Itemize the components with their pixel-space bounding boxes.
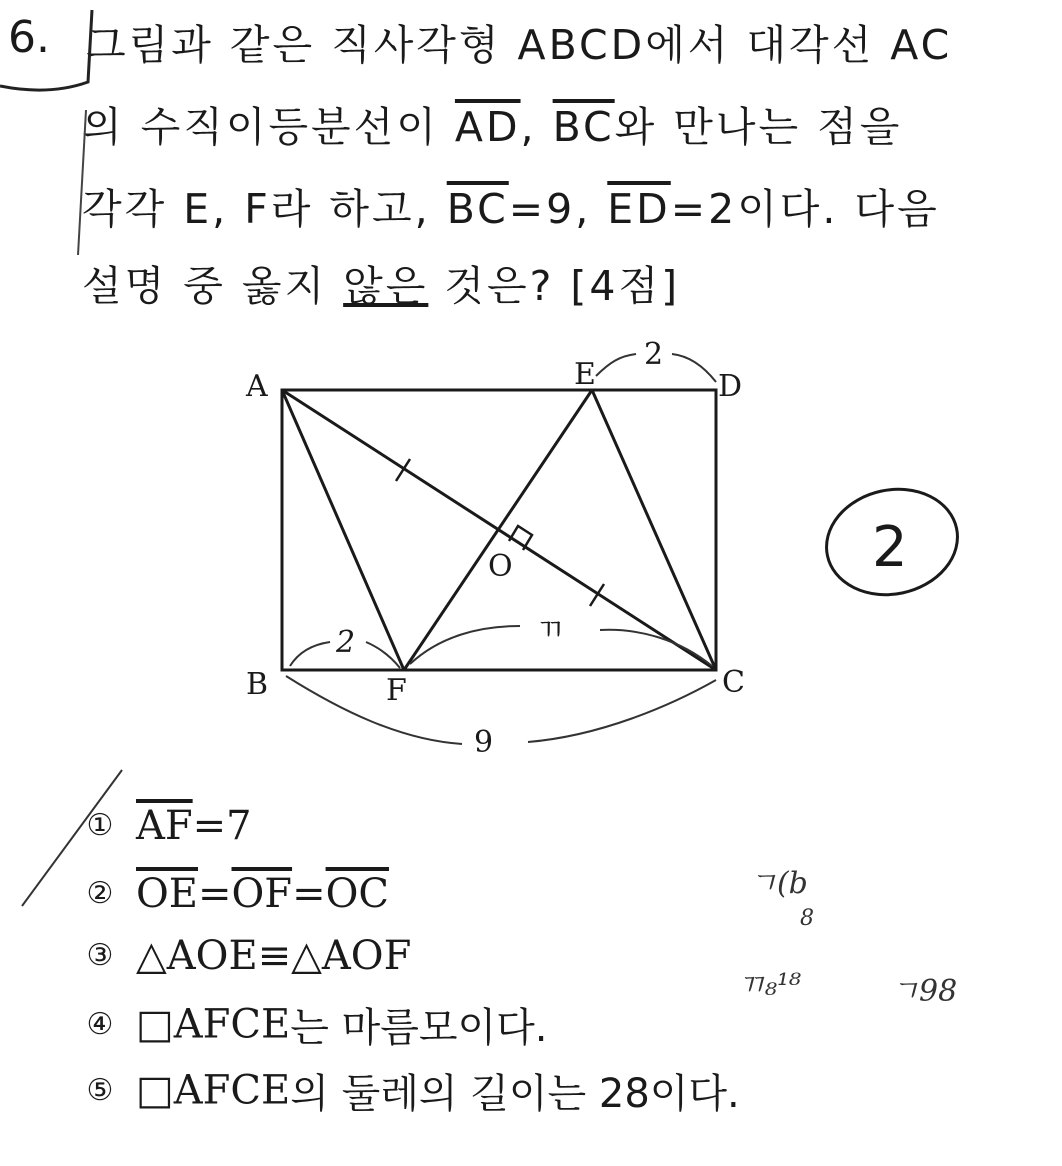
segment-ed: $\overline{ED}$ <box>607 185 671 233</box>
handwritten-note: 8 <box>800 906 814 931</box>
choice-text: = <box>198 871 232 917</box>
segment-bc: $\overline{BC}$ <box>446 185 509 233</box>
text-segment: 의 수직이등분선이 <box>82 103 455 151</box>
point-label-f: F <box>386 673 407 708</box>
length-label-ed: 2 <box>644 337 664 372</box>
choice-text: =7 <box>192 803 252 849</box>
point-label-d: D <box>718 369 743 404</box>
underlined-word: 않은 <box>343 262 429 310</box>
length-label-fc: ㄲ <box>536 613 565 648</box>
choice-4[interactable] <box>78 996 548 1053</box>
answer-mark: 2 <box>872 515 908 580</box>
arc-bc <box>286 676 716 744</box>
point-label-a: A <box>246 369 268 404</box>
choice-number: ① <box>86 808 114 843</box>
choice-number: ② <box>86 876 114 911</box>
text-segment: 것은? [4점] <box>428 262 681 310</box>
choice-number: ③ <box>86 938 114 973</box>
choice-text: = <box>292 871 326 917</box>
choice-text: $\overline{OE}$ <box>136 871 198 917</box>
choice-text: □AFCE <box>136 1001 291 1048</box>
point-label-o: O <box>488 549 513 584</box>
choice-5[interactable] <box>78 1062 740 1119</box>
choice-text: △AOE≡△AOF <box>136 933 412 979</box>
choice-text: 는 마름모이다. <box>290 1005 548 1051</box>
segment-ad: $\overline{AD}$ <box>454 103 521 151</box>
text-segment: , <box>520 103 553 151</box>
handwritten-note: ㄱ(b <box>748 866 808 901</box>
length-label-bf: 2 <box>336 625 356 660</box>
handwritten-note: ㄱ98 <box>890 974 958 1009</box>
choice-text: $\overline{AF}$ <box>136 803 193 849</box>
choice-text: 의 둘레의 길이는 28이다. <box>290 1071 740 1117</box>
choice-text: $\overline{OF}$ <box>231 871 293 917</box>
segment-ec <box>592 390 716 670</box>
text-segment: 각각 E, F라 하고, <box>82 185 447 233</box>
point-label-e: E <box>574 357 596 392</box>
text-segment: =9, <box>508 185 608 233</box>
choice-2[interactable] <box>78 868 389 917</box>
question-bracket-mark <box>0 10 92 90</box>
segment-bc: $\overline{BC}$ <box>552 103 615 151</box>
handwritten-note: ㄲ₈¹⁸ <box>736 968 802 1003</box>
text-segment: =2이다. 다음 <box>670 185 940 233</box>
point-label-b: B <box>246 667 269 702</box>
text-segment: 와 만나는 점을 <box>614 103 903 151</box>
point-label-c: C <box>722 665 745 700</box>
question-number: 6. <box>8 12 50 63</box>
choice-number: ④ <box>86 1006 114 1042</box>
choice-number: ⑤ <box>86 1072 114 1108</box>
margin-stroke <box>78 110 86 255</box>
choice-text: $\overline{OC}$ <box>325 871 389 917</box>
choice-3[interactable] <box>78 930 411 979</box>
length-label-bc: 9 <box>474 725 494 760</box>
question-text-line-1: 그림과 같은 직사각형 ABCD에서 대각선 AC <box>86 21 953 69</box>
text-segment: 설명 중 옳지 <box>82 262 344 310</box>
choice-text: □AFCE <box>136 1067 291 1114</box>
choice-1[interactable] <box>78 800 252 849</box>
